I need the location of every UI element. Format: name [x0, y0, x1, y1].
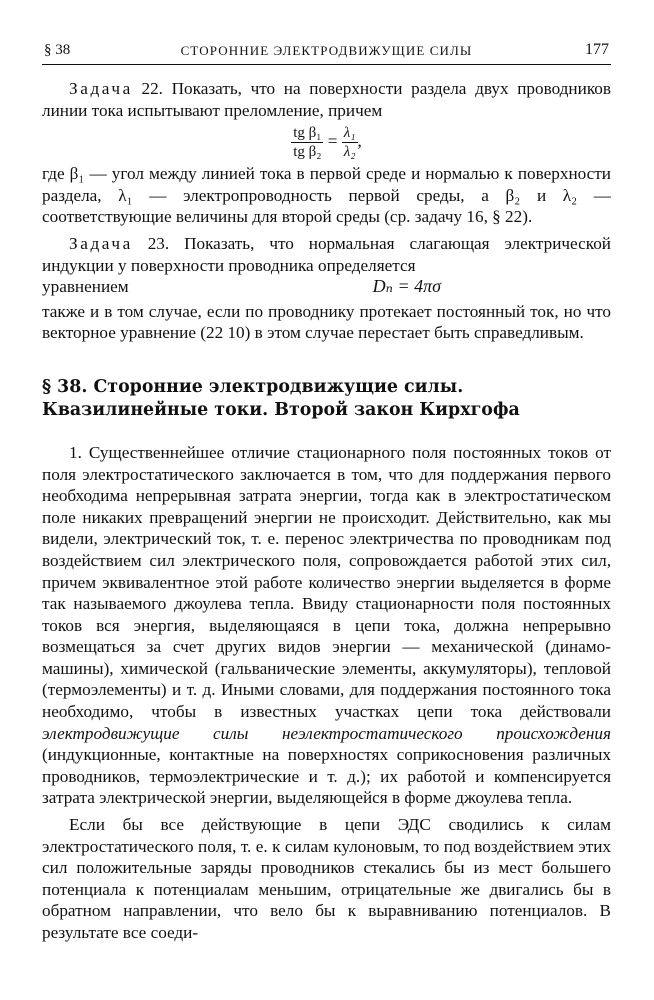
induction-equation: Dₙ = 4πσ	[372, 276, 441, 297]
problem-23-continuation: также и в том случае, если по проводнику протекает постоянный ток, но что векторное уравнение (22 10) в этом случае перестает быть справедливым.	[42, 301, 611, 343]
section-heading-line2: Квазилинейные токи. Второй закон Кирхгофа	[42, 399, 520, 420]
section-heading	[42, 376, 611, 422]
problem-23	[42, 233, 611, 276]
paragraph-1-part2: (индукционные, контактные на поверхностях соприкосновения различных проводников, термоэлектрические и т. д.); их работой и компенсируется затрата электрической энергии, выделяющейся в форме джоулева тепла.	[42, 745, 611, 808]
problem-23-lead: уравнением	[42, 277, 129, 297]
header-section-number: § 38	[44, 42, 71, 58]
formula-left-fraction	[291, 124, 323, 161]
running-header	[42, 38, 611, 65]
formula-comma: ,	[357, 131, 362, 151]
problem-23-text: 23. Показать, что нормальная слагающая электрической индукции у поверхности проводника определяется	[42, 233, 611, 275]
paragraph-1-emphasis: электродвижущие силы неэлектростатического происхождения	[42, 723, 611, 743]
problem-23-equation-row	[42, 276, 611, 298]
page-number: 177	[585, 41, 609, 58]
formula-right-denominator: λ₂	[343, 144, 356, 161]
problem-22-explanation: где β₁ — угол между линией тока в первой среде и нормалью к поверхности раздела, λ₁ — электропроводность первой среды, а β₂ и λ₂ — соответствующие величины для второй среды (ср. задачу 16, § 22).	[42, 164, 611, 227]
refraction-formula	[42, 124, 611, 161]
section-heading-line1: § 38. Сторонние электродвижущие силы.	[42, 376, 464, 397]
formula-left-denominator: tg β₂	[293, 144, 322, 161]
paragraph-1-part1: 1. Существеннейшее отличие стационарного поля постоянных токов от поля электростатического заключается в том, что для поддержания первого необходима непрерывная затрата энергии, тогда как в электростатическом поле никаких превращений энергии не происходит. Действительно, как мы видели, электрический ток, т. е. перенос электричества по проводникам под воздействием сил электрического поля, сопровождается работой этих сил, причем эквивалентное этой работе количество энергии выделяется в форме так называемого джоулева тепла. Ввиду стационарности поля постоянных токов вся энергия, выделяющаяся в цепи тока, должна непрерывно возмещаться за счет других видов энергии — механической (динамо-машины), химической (гальванические элементы, аккумуляторы), тепловой (термоэлементы) и т. д. Иными словами, для поддержания постоянного тока необходимо, чтобы в известных участках цепи тока действовали	[42, 442, 611, 722]
page-content	[42, 78, 611, 944]
header-running-title: СТОРОННИЕ ЭЛЕКТРОДВИЖУЩИЕ СИЛЫ	[180, 43, 473, 58]
problem-22-label: Задача	[69, 79, 133, 98]
paragraph-2: Если бы все действующие в цепи ЭДС сводились к силам электростатического поля, т. е. к силам кулоновым, то под воздействием этих сил положительные заряды проводников стекались бы из мест большего потенциала к потенциалам меньшим, отрицательные же двигались бы в обратном направлении, что вело бы к выравниванию потенциалов. В результате все соеди-	[42, 815, 611, 942]
paragraph-1	[42, 442, 611, 809]
formula-right-fraction	[342, 124, 358, 161]
problem-22	[42, 78, 611, 121]
problem-22-text: 22. Показать, что на поверхности раздела двух проводников линии тока испытывают преломление, причем	[42, 79, 612, 120]
formula-right-numerator: λ₁	[343, 125, 356, 142]
formula-equals: =	[327, 131, 338, 151]
formula-left-numerator: tg β₁	[293, 125, 322, 142]
problem-23-label: Задача	[69, 233, 133, 253]
